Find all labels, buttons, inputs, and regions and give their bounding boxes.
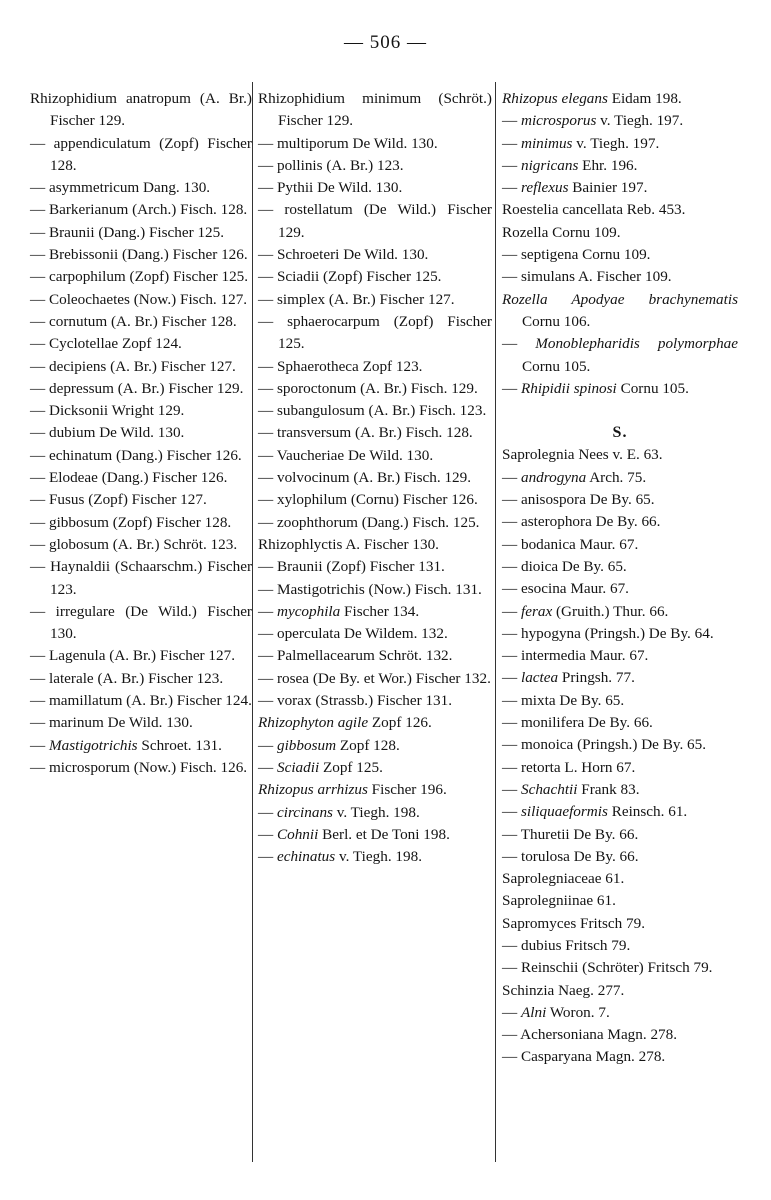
- index-entry: — intermedia Maur. 67.: [502, 647, 649, 665]
- index-entry: — dubius Fritsch 79.: [502, 936, 631, 954]
- spacer: [502, 400, 738, 422]
- index-entry: — siliquaeformis Reinsch. 61.: [502, 803, 688, 821]
- index-entry: — microsporus v. Tiegh. 197.: [502, 112, 684, 130]
- index-entry: — Pythii De Wild. 130.: [258, 179, 403, 197]
- index-entry: — Alni Woron. 7.: [502, 1003, 610, 1021]
- index-entry: — androgyna Arch. 75.: [502, 468, 647, 486]
- index-entry: — Rhipidii spinosi Cornu 105.: [502, 379, 689, 397]
- index-entry: — operculata De Wildem. 132.: [258, 625, 448, 643]
- index-column-2: [258, 88, 492, 868]
- index-entry: — hypogyna (Pringsh.) De By. 64.: [502, 624, 714, 642]
- index-entry: — zoophthorum (Dang.) Fisch. 125.: [258, 513, 480, 531]
- index-entry: — ferax (Gruith.) Thur. 66.: [502, 602, 669, 620]
- index-entry: Rhizopus arrhizus Fischer 196.: [258, 781, 447, 799]
- index-entry: — gibbosum Zopf 128.: [258, 736, 400, 754]
- index-entry: — Vaucheriae De Wild. 130.: [258, 446, 434, 464]
- index-entry: Rhizophyton agile Zopf 126.: [258, 714, 432, 732]
- index-entry: — gibbosum (Zopf) Fischer 128.: [30, 513, 232, 531]
- index-entry: — multiporum De Wild. 130.: [258, 134, 438, 152]
- index-entry: — Cyclotellae Zopf 124.: [30, 335, 182, 353]
- index-entry: — echinatus v. Tiegh. 198.: [258, 848, 422, 866]
- index-entry: — esocina Maur. 67.: [502, 580, 629, 598]
- index-entry: — carpophilum (Zopf) Fischer 125.: [30, 268, 249, 286]
- index-entry: — laterale (A. Br.) Fischer 123.: [30, 669, 224, 687]
- index-entry: — minimus v. Tiegh. 197.: [502, 134, 660, 152]
- index-entry: — anisospora De By. 65.: [502, 491, 655, 509]
- index-entry: — lactea Pringsh. 77.: [502, 669, 635, 687]
- index-column-3: [502, 88, 738, 1069]
- index-entry: Roestelia cancellata Reb. 453.: [502, 201, 686, 219]
- index-entry: — retorta L. Horn 67.: [502, 758, 636, 776]
- index-entry: — Monoblepharidis polymorphae Cornu 105.: [502, 335, 739, 375]
- index-entry: — mamillatum (A. Br.) Fischer 124.: [30, 692, 252, 710]
- index-entry: — Elodeae (Dang.) Fischer 126.: [30, 469, 228, 487]
- index-entry: — asterophora De By. 66.: [502, 513, 661, 531]
- index-entry: — Dicksonii Wright 129.: [30, 402, 185, 420]
- index-entry: — circinans v. Tiegh. 198.: [258, 803, 420, 821]
- index-entry: Saprolegniinae 61.: [502, 892, 616, 910]
- index-entry: Rhizophidium minimum (Schröt.) Fischer 129.: [258, 90, 492, 130]
- index-entry: — asymmetricum Dang. 130.: [30, 179, 211, 197]
- index-entry: — microsporum (Now.) Fisch. 126.: [30, 758, 248, 776]
- index-entry: — vorax (Strassb.) Fischer 131.: [258, 692, 453, 710]
- index-entry: Rhizophidium anatropum (A. Br.) Fischer 129.: [30, 90, 252, 130]
- index-entry: — Braunii (Dang.) Fischer 125.: [30, 223, 225, 241]
- index-entry: — cornutum (A. Br.) Fischer 128.: [30, 312, 237, 330]
- index-entry: — dubium De Wild. 130.: [30, 424, 185, 442]
- index-entry: — irregulare (De Wild.) Fischer 130.: [30, 602, 252, 643]
- index-entry: — volvocinum (A. Br.) Fisch. 129.: [258, 469, 472, 487]
- index-entry: Saprolegnia Nees v. E. 63.: [502, 446, 663, 464]
- index-entry: — monilifera De By. 66.: [502, 714, 653, 732]
- index-entry: — pollinis (A. Br.) 123.: [258, 156, 404, 174]
- index-entry: — simulans A. Fischer 109.: [502, 268, 672, 286]
- index-entry: — Sciadii Zopf 125.: [258, 758, 383, 776]
- section-heading: S.: [612, 424, 628, 442]
- index-entry: — rosea (De By. et Wor.) Fischer 132.: [258, 669, 491, 687]
- index-entry: — Sciadii (Zopf) Fischer 125.: [258, 268, 442, 286]
- index-entry: — globosum (A. Br.) Schröt. 123.: [30, 535, 238, 553]
- index-entry: — mycophila Fischer 134.: [258, 602, 420, 620]
- index-entry: — Lagenula (A. Br.) Fischer 127.: [30, 647, 235, 665]
- index-entry: — mixta De By. 65.: [502, 691, 625, 709]
- index-entry: — Thuretii De By. 66.: [502, 825, 639, 843]
- index-entry: — monoica (Pringsh.) De By. 65.: [502, 736, 707, 754]
- page-number: — 506 —: [344, 32, 427, 53]
- index-entry: — Schachtii Frank 83.: [502, 780, 640, 798]
- index-entry: — sphaerocarpum (Zopf) Fischer 125.: [258, 312, 492, 353]
- index-entry: — dioica De By. 65.: [502, 557, 627, 575]
- index-entry: — appendiculatum (Zopf) Fischer 128.: [30, 134, 252, 174]
- index-entry: — Sphaerotheca Zopf 123.: [258, 357, 423, 375]
- index-entry: — simplex (A. Br.) Fischer 127.: [258, 290, 455, 308]
- index-entry: — Casparyana Magn. 278.: [502, 1048, 666, 1066]
- index-entry: Rhizopus elegans Eidam 198.: [502, 90, 682, 107]
- index-entry: — transversum (A. Br.) Fisch. 128.: [258, 424, 473, 442]
- index-entry: — torulosa De By. 66.: [502, 847, 639, 865]
- index-entry: — Palmellacearum Schröt. 132.: [258, 647, 453, 665]
- index-entry: Sapromyces Fritsch 79.: [502, 914, 645, 932]
- index-entry: — Cohnii Berl. et De Toni 198.: [258, 825, 450, 843]
- index-entry: — decipiens (A. Br.) Fischer 127.: [30, 357, 236, 375]
- index-entry: — echinatum (Dang.) Fischer 126.: [30, 446, 242, 464]
- index-entry: Rhizophlyctis A. Fischer 130.: [258, 535, 439, 553]
- index-entry: Schinzia Naeg. 277.: [502, 981, 625, 999]
- index-entry: — nigricans Ehr. 196.: [502, 156, 638, 174]
- index-entry: — subangulosum (A. Br.) Fisch. 123.: [258, 402, 487, 420]
- index-entry: Rozella Apodyae brachynematis Cornu 106.: [502, 290, 738, 330]
- index-entry: — Mastigotrichis Schroet. 131.: [30, 736, 222, 754]
- index-entry: Saprolegniaceae 61.: [502, 870, 625, 888]
- index-entry: — Brebissonii (Dang.) Fischer 126.: [30, 246, 248, 264]
- index-entry: — Schroeteri De Wild. 130.: [258, 246, 429, 264]
- column-divider: [495, 82, 496, 1162]
- column-divider: [252, 82, 253, 1162]
- index-entry: — bodanica Maur. 67.: [502, 535, 639, 553]
- index-entry: — depressum (A. Br.) Fischer 129.: [30, 379, 244, 397]
- index-entry: — Coleochaetes (Now.) Fisch. 127.: [30, 290, 248, 308]
- index-entry: — septigena Cornu 109.: [502, 246, 651, 264]
- index-entry: — marinum De Wild. 130.: [30, 714, 193, 732]
- index-entry: — Braunii (Zopf) Fischer 131.: [258, 558, 445, 576]
- index-column-1: [30, 88, 252, 779]
- index-entry: — Mastigotrichis (Now.) Fisch. 131.: [258, 580, 482, 598]
- index-entry: — Fusus (Zopf) Fischer 127.: [30, 491, 207, 509]
- index-entry: — rostellatum (De Wild.) Fischer 129.: [258, 201, 492, 241]
- index-entry: — Achersoniana Magn. 278.: [502, 1026, 678, 1044]
- index-entry: — Barkerianum (Arch.) Fisch. 128.: [30, 201, 248, 219]
- index-entry: — sporoctonum (A. Br.) Fisch. 129.: [258, 379, 478, 397]
- index-entry: — Haynaldii (Schaarschm.) Fischer 123.: [30, 558, 252, 598]
- index-entry: — xylophilum (Cornu) Fischer 126.: [258, 491, 478, 509]
- index-entry: — Reinschii (Schröter) Fritsch 79.: [502, 959, 713, 977]
- index-entry: — reflexus Bainier 197.: [502, 179, 648, 197]
- index-entry: Rozella Cornu 109.: [502, 223, 621, 241]
